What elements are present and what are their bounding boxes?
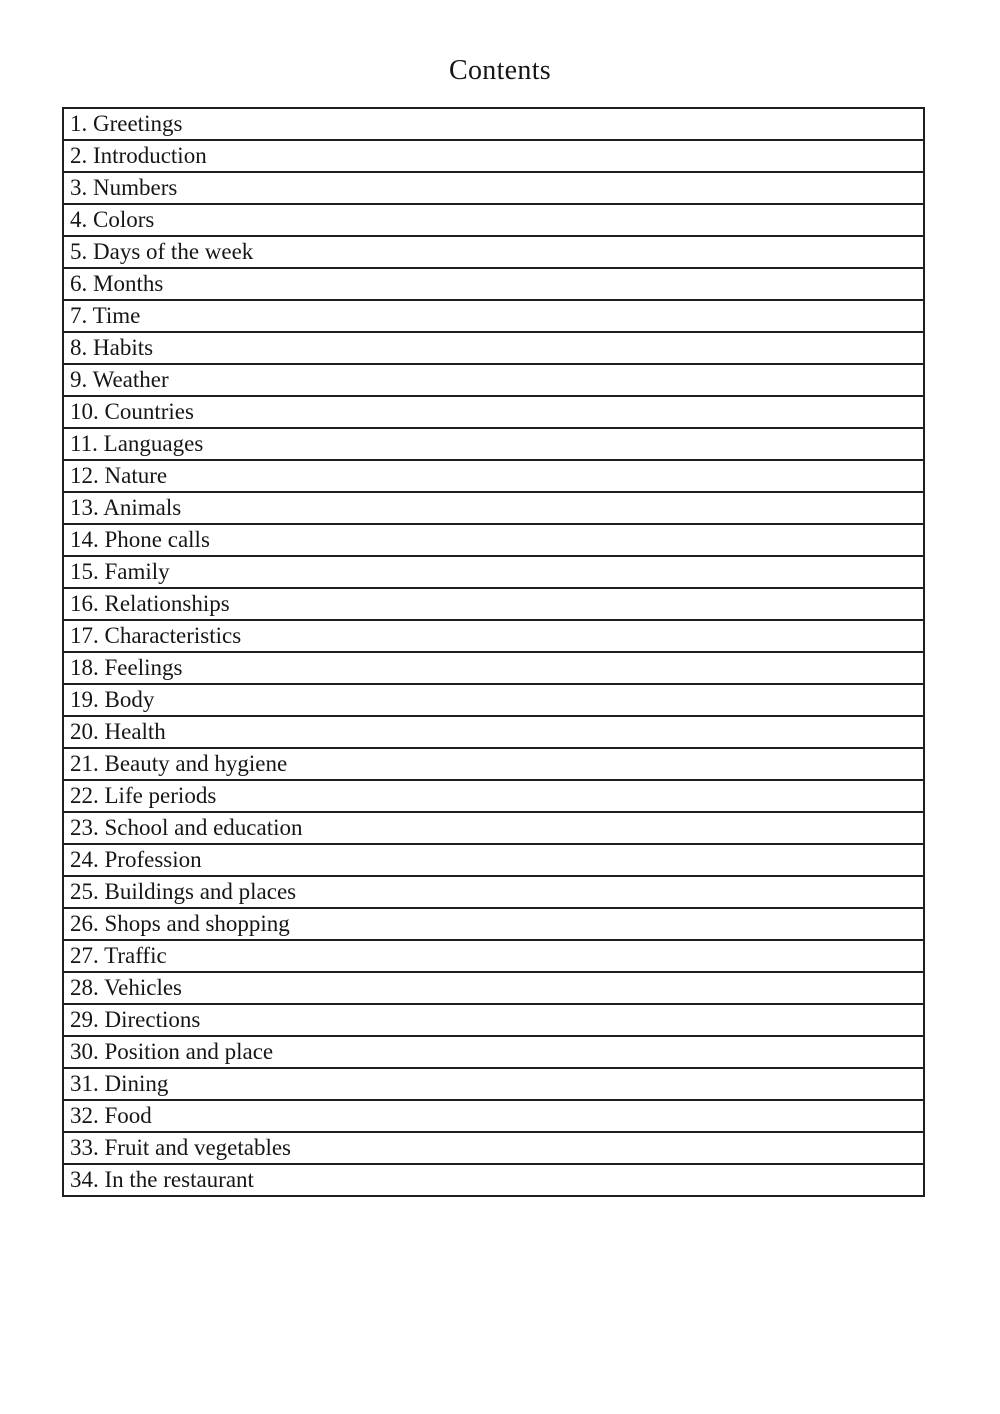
contents-item-label: 12. Nature <box>63 460 924 492</box>
contents-table-body <box>63 108 924 1196</box>
contents-item-label: 16. Relationships <box>63 588 924 620</box>
contents-item-label: 4. Colors <box>63 204 924 236</box>
table-row <box>63 428 924 460</box>
contents-item-label: 28. Vehicles <box>63 972 924 1004</box>
contents-item-label: 18. Feelings <box>63 652 924 684</box>
table-row <box>63 172 924 204</box>
table-row <box>63 236 924 268</box>
table-row <box>63 364 924 396</box>
contents-item-label: 29. Directions <box>63 1004 924 1036</box>
contents-item-label: 17. Characteristics <box>63 620 924 652</box>
table-row <box>63 1164 924 1196</box>
contents-item-label: 27. Traffic <box>63 940 924 972</box>
table-row <box>63 1068 924 1100</box>
table-row <box>63 940 924 972</box>
contents-item-label: 25. Buildings and places <box>63 876 924 908</box>
contents-item-label: 14. Phone calls <box>63 524 924 556</box>
table-row <box>63 844 924 876</box>
table-row <box>63 780 924 812</box>
contents-item-label: 21. Beauty and hygiene <box>63 748 924 780</box>
contents-item-label: 34. In the restaurant <box>63 1164 924 1196</box>
contents-item-label: 23. School and education <box>63 812 924 844</box>
table-row <box>63 268 924 300</box>
contents-item-label: 9. Weather <box>63 364 924 396</box>
table-row <box>63 620 924 652</box>
contents-table <box>62 107 925 1197</box>
contents-item-label: 13. Animals <box>63 492 924 524</box>
table-row <box>63 396 924 428</box>
table-row <box>63 652 924 684</box>
table-row <box>63 108 924 140</box>
contents-item-label: 30. Position and place <box>63 1036 924 1068</box>
table-row <box>63 748 924 780</box>
table-row <box>63 908 924 940</box>
table-row <box>63 1132 924 1164</box>
contents-item-label: 2. Introduction <box>63 140 924 172</box>
table-row <box>63 492 924 524</box>
table-row <box>63 588 924 620</box>
table-row <box>63 300 924 332</box>
contents-item-label: 32. Food <box>63 1100 924 1132</box>
contents-item-label: 15. Family <box>63 556 924 588</box>
contents-item-label: 33. Fruit and vegetables <box>63 1132 924 1164</box>
table-row <box>63 716 924 748</box>
table-row <box>63 972 924 1004</box>
contents-item-label: 10. Countries <box>63 396 924 428</box>
contents-item-label: 26. Shops and shopping <box>63 908 924 940</box>
table-row <box>63 140 924 172</box>
table-row <box>63 1004 924 1036</box>
contents-item-label: 24. Profession <box>63 844 924 876</box>
table-row <box>63 1100 924 1132</box>
table-row <box>63 876 924 908</box>
contents-item-label: 1. Greetings <box>63 108 924 140</box>
table-row <box>63 684 924 716</box>
contents-item-label: 19. Body <box>63 684 924 716</box>
contents-item-label: 22. Life periods <box>63 780 924 812</box>
table-row <box>63 332 924 364</box>
contents-item-label: 31. Dining <box>63 1068 924 1100</box>
page-title: Contents <box>449 55 551 86</box>
table-row <box>63 812 924 844</box>
contents-item-label: 6. Months <box>63 268 924 300</box>
contents-item-label: 11. Languages <box>63 428 924 460</box>
contents-item-label: 8. Habits <box>63 332 924 364</box>
contents-item-label: 7. Time <box>63 300 924 332</box>
table-row <box>63 204 924 236</box>
table-row <box>63 460 924 492</box>
contents-item-label: 3. Numbers <box>63 172 924 204</box>
contents-item-label: 5. Days of the week <box>63 236 924 268</box>
table-row <box>63 556 924 588</box>
table-row <box>63 524 924 556</box>
contents-item-label: 20. Health <box>63 716 924 748</box>
table-row <box>63 1036 924 1068</box>
